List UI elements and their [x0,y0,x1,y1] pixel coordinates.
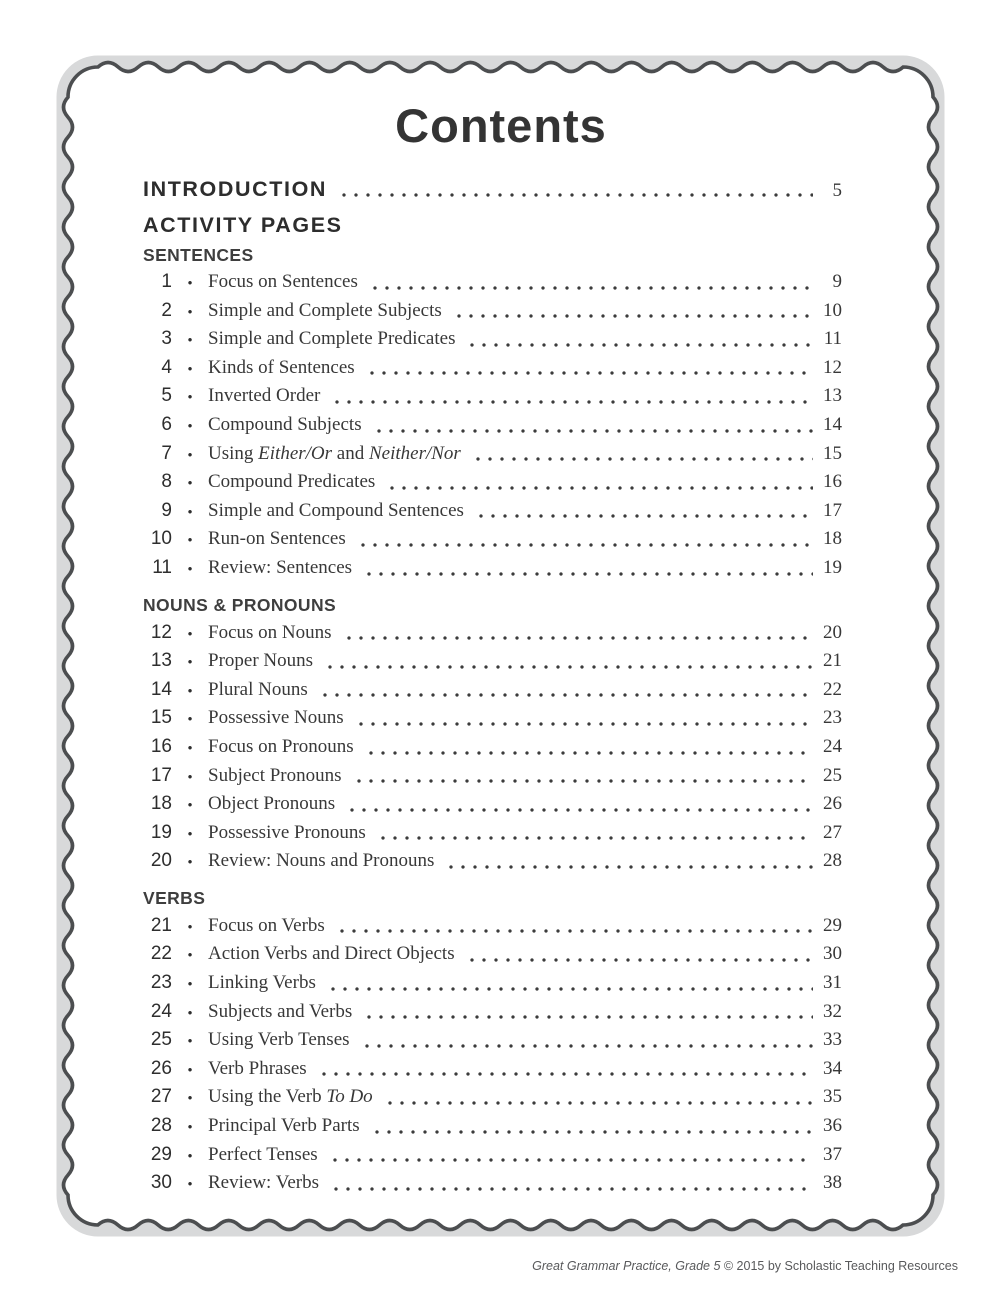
bullet-icon: • [187,825,193,841]
dot-leader [464,325,813,354]
entry-number: 16 [150,735,172,757]
toc-entry [143,1112,842,1141]
table-of-contents [143,174,842,1198]
toc-entry [143,468,842,497]
entry-title: Using Either/Or and Neither/Nor [208,442,461,464]
entry-number: 15 [150,707,172,729]
copyright-text: © 2015 by Scholastic Teaching Resources [720,1259,958,1273]
entry-number: 29 [150,1143,172,1165]
toc-entry [143,297,842,326]
entry-number: 22 [150,943,172,965]
entry-title: Perfect Tenses [208,1143,318,1165]
entry-title: Principal Verb Parts [208,1115,360,1137]
page-number: 37 [823,1143,842,1165]
entry-title: Review: Verbs [208,1172,319,1194]
toc-entry [143,325,842,354]
bullet-icon: • [187,560,193,576]
entry-title: Subject Pronouns [208,764,342,786]
toc-entry [143,676,842,705]
dot-leader [361,998,813,1027]
page-title: Contents [395,99,607,152]
page-number: 34 [823,1057,842,1079]
page-number: 26 [823,793,842,815]
toc-section [143,591,842,876]
bullet-icon: • [187,711,193,727]
bullet-icon: • [187,976,193,992]
page-number: 21 [823,650,842,672]
activity-pages-label: ACTIVITY PAGES [143,213,343,237]
page-number: 17 [823,499,842,521]
entry-title: Focus on Sentences [208,271,358,292]
toc-entry [143,969,842,998]
page-number: 11 [823,328,842,350]
page-number: 10 [823,299,842,321]
bullet-icon: • [187,503,193,519]
page-number: 36 [823,1115,842,1137]
entry-title: Verb Phrases [208,1057,307,1079]
entry-number: 25 [150,1029,172,1051]
toc-entry [143,440,842,469]
bullet-icon: • [187,1033,193,1049]
toc-entry-introduction [143,174,842,204]
toc-entry [143,704,842,733]
entry-number: 23 [150,972,172,994]
bullet-icon: • [187,1147,193,1163]
toc-entry [143,733,842,762]
dot-leader [327,1141,813,1170]
toc-entry [143,790,842,819]
entry-title: Proper Nouns [208,650,314,672]
entry-title: Focus on Verbs [208,914,325,936]
dot-leader [443,847,813,876]
bullet-icon: • [187,797,193,813]
entry-title: Simple and Complete Subjects [208,299,442,321]
toc-entry [143,998,842,1027]
entry-title: Object Pronouns [208,793,336,815]
dot-leader [361,554,813,583]
bullet-icon: • [187,389,193,405]
dot-leader [317,676,813,705]
bullet-icon: • [187,1119,193,1135]
page-number: 20 [823,621,842,643]
page-number: 29 [823,914,842,936]
entry-title: Possessive Pronouns [208,821,366,843]
bullet-icon: • [187,303,193,319]
dot-leader [473,497,813,526]
entry-number: 19 [150,821,172,843]
toc-entry [143,525,842,554]
entry-number: 12 [150,621,172,643]
section-heading: VERBS [143,887,206,908]
page-number: 14 [823,413,842,435]
entry-number: 8 [161,471,172,493]
bullet-icon: • [187,854,193,870]
toc-entry [143,354,842,383]
bullet-icon: • [187,475,193,491]
entry-title: Inverted Order [208,385,321,407]
toc-entry [143,411,842,440]
entry-number: 10 [150,528,172,550]
entry-title: Plural Nouns [208,678,308,700]
bullet-icon: • [187,739,193,755]
page-number: 22 [823,678,842,700]
page-number: 25 [823,764,842,786]
entry-number: 24 [150,1000,172,1022]
entry-title: Focus on Nouns [208,621,332,643]
entry-number: 11 [152,556,172,578]
toc-entry [143,940,842,969]
entry-number: 20 [150,850,172,872]
dot-leader [363,733,813,762]
entry-title: Compound Subjects [208,413,362,435]
dot-leader [470,440,813,469]
bullet-icon: • [187,1061,193,1077]
page-number: 13 [823,385,842,407]
toc-entry [143,382,842,411]
dot-leader [353,704,813,733]
entry-number: 3 [161,328,172,350]
page-number: 16 [823,471,842,493]
bullet-icon: • [187,768,193,784]
dot-leader [371,411,813,440]
page-number: 5 [832,180,842,201]
entry-number: 13 [150,650,172,672]
toc-entry [143,268,842,297]
entry-number: 18 [150,793,172,815]
dot-leader [316,1055,813,1084]
entry-title: Linking Verbs [208,972,316,994]
entry-number: 27 [150,1086,172,1108]
entry-number: 6 [161,413,172,435]
entry-title: Using Verb Tenses [208,1029,350,1051]
copyright-footer [532,1259,958,1273]
entry-number: 7 [161,442,172,464]
entry-title: Run-on Sentences [208,528,346,550]
bullet-icon: • [187,417,193,433]
section-heading: NOUNS & PRONOUNS [143,594,337,615]
dot-leader [464,940,813,969]
introduction-label: INTRODUCTION [143,177,328,201]
page-number: 15 [823,442,842,464]
bullet-icon: • [187,275,193,290]
toc-sections [143,242,842,1198]
bullet-icon: • [187,654,193,670]
bullet-icon: • [187,682,193,698]
toc-entry [143,497,842,526]
dot-leader [451,297,813,326]
dot-leader [344,790,813,819]
entry-title: Possessive Nouns [208,707,344,729]
toc-entry [143,619,842,648]
entry-number: 21 [150,914,172,936]
page-number: 9 [832,271,842,292]
page-number: 35 [823,1086,842,1108]
entry-number: 28 [150,1115,172,1137]
bullet-icon: • [187,1004,193,1020]
page-number: 18 [823,528,842,550]
entry-title: Focus on Pronouns [208,735,354,757]
page-number: 33 [823,1029,842,1051]
dot-leader [367,268,813,297]
bullet-icon: • [187,1176,193,1192]
entry-title: Subjects and Verbs [208,1000,353,1022]
dot-leader [329,382,813,411]
dot-leader [384,468,813,497]
section-heading: SENTENCES [143,245,254,265]
page-number: 12 [823,356,842,378]
dot-leader [328,1169,813,1198]
entry-number: 30 [150,1172,172,1194]
page-number: 19 [823,556,842,578]
dot-leader [382,1083,813,1112]
page-number: 30 [823,943,842,965]
toc-entry [143,762,842,791]
dot-leader [322,647,813,676]
page-number: 23 [823,707,842,729]
entry-number: 5 [161,385,172,407]
entry-number: 9 [161,499,172,521]
dot-leader [359,1026,813,1055]
page-number: 27 [823,821,842,843]
entry-number: 1 [161,271,172,292]
dot-leader [336,174,813,204]
entry-title: Kinds of Sentences [208,356,355,378]
toc-entry [143,847,842,876]
entry-title: Simple and Compound Sentences [208,499,464,521]
toc-entry [143,647,842,676]
dot-leader [325,969,813,998]
bullet-icon: • [187,625,193,641]
entry-title: Compound Predicates [208,471,376,493]
entry-number: 26 [150,1057,172,1079]
dot-leader [375,819,813,848]
dot-leader [351,762,813,791]
toc-entry [143,819,842,848]
dot-leader [364,354,813,383]
bullet-icon: • [187,947,193,963]
book-title: Great Grammar Practice, Grade 5 [532,1259,721,1273]
dot-leader [341,619,813,648]
entry-title: Simple and Complete Predicates [208,328,456,350]
bullet-icon: • [187,918,193,934]
entry-number: 14 [150,678,172,700]
toc-section [143,242,842,583]
toc-entry [143,912,842,941]
entry-title: Review: Nouns and Pronouns [208,850,435,872]
page-number: 32 [823,1000,842,1022]
bullet-icon: • [187,532,193,548]
toc-entry [143,1055,842,1084]
bullet-icon: • [187,1090,193,1106]
entry-title: Action Verbs and Direct Objects [208,943,455,965]
toc-section [143,884,842,1198]
page-number: 24 [823,735,842,757]
dot-leader [369,1112,813,1141]
entry-title: Review: Sentences [208,556,353,578]
bullet-icon: • [187,332,193,348]
page-number: 31 [823,972,842,994]
page-number: 38 [823,1172,842,1194]
bullet-icon: • [187,360,193,376]
entry-number: 4 [161,356,172,378]
toc-entry [143,1026,842,1055]
bullet-icon: • [187,446,193,462]
toc-entry [143,1169,842,1198]
entry-number: 2 [161,299,172,321]
toc-entry [143,1141,842,1170]
toc-entry [143,554,842,583]
entry-number: 17 [150,764,172,786]
dot-leader [355,525,813,554]
dot-leader [334,912,813,941]
page-number: 28 [823,850,842,872]
toc-entry [143,1083,842,1112]
entry-title: Using the Verb To Do [208,1086,373,1108]
